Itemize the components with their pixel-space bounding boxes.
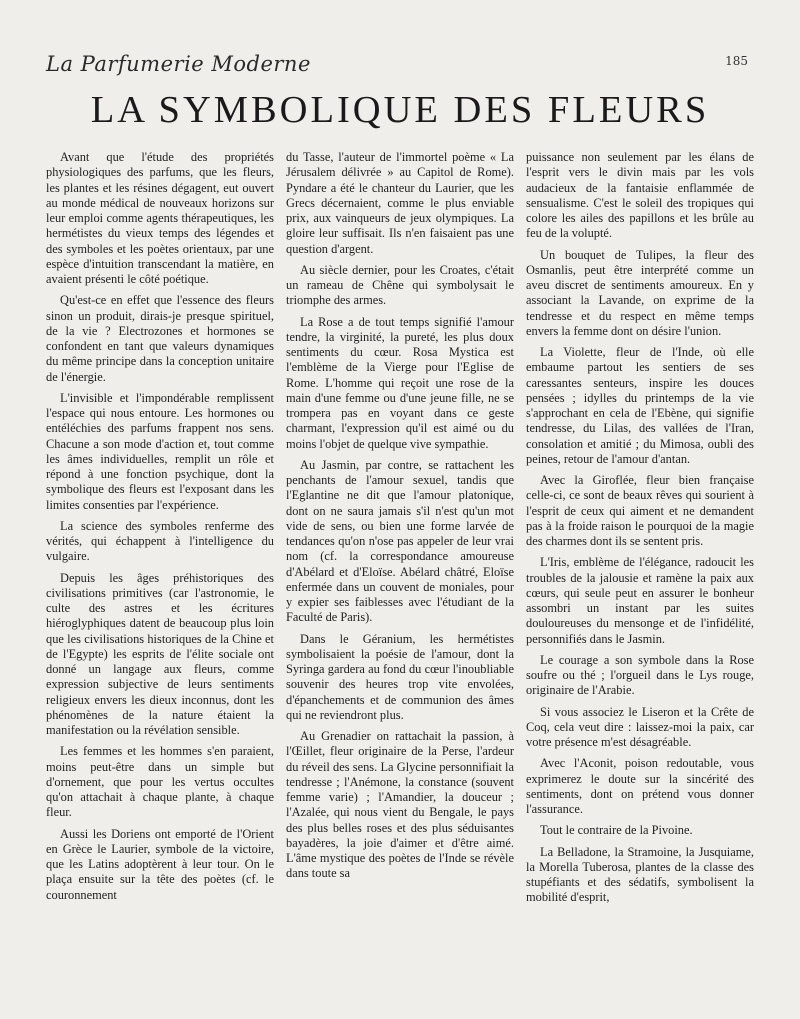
column-2 bbox=[286, 150, 514, 940]
paragraph: Aussi les Doriens ont emporté de l'Orient en Grèce le Laurier, symbole de la victoire, que les Latins adoptèrent à leur tour. On le plaça ensuite sur la tête des poètes (cf. le couronnement bbox=[46, 826, 274, 902]
paragraph: Avec l'Aconit, poison redoutable, vous exprimerez le doute sur la sincérité des sentiments, dont on prétend vous donner l'assurance. bbox=[526, 756, 754, 816]
paragraph: Depuis les âges préhistoriques des civilisations primitives (car l'astronomie, le culte des astres et les écritures hiéroglyphiques datent de beaucoup plus loin que les civilisations historiques de la Chine et de l'Egypte) les esprits de l'élite sociale ont donné un langage aux fleurs, comme expression subjective de leurs sentiments religieux envers les dieux inconnus, dont les phénomènes de la nature étaient la manifestation ou la révélation sensible. bbox=[46, 570, 274, 737]
paragraph: Qu'est-ce en effet que l'essence des fleurs sinon un produit, dirais-je presque spirituel, de la vie ? Electrozones et hormones se confondent en tant que valeurs dynamiques du même principe dans la conception unitaire de l'énergie. bbox=[46, 293, 274, 384]
article-title: LA SYMBOLIQUE DES FLEURS bbox=[90, 89, 710, 131]
paragraph: Au siècle dernier, pour les Croates, c'était un rameau de Chêne qui symbolysait le triomphe des armes. bbox=[286, 262, 514, 308]
article-body bbox=[46, 150, 754, 940]
page-header bbox=[46, 52, 748, 86]
paragraph: Un bouquet de Tulipes, la fleur des Osmanlis, peut être interprété comme un aveu discret de sentiments amoureux. En y associant la Lavande, on exprime de la tendresse et du respect en même temps envers la femme dont on désire l'union. bbox=[526, 247, 754, 338]
paragraph: Si vous associez le Liseron et la Crête de Coq, cela veut dire : laissez-moi la paix, car votre présence m'est désagréable. bbox=[526, 704, 754, 749]
paragraph: du Tasse, l'auteur de l'immortel poème « La Jérusalem délivrée » au Capitol de Rome). Pyndare a été le chanteur du Laurier, que les Grecs décernaient, comme le plus enviable prix, aux vainqueurs de jeux olympiques. La gloire leur suffisait. Ils n'en faisaient pas une question d'argent. bbox=[286, 150, 514, 256]
paragraph: Tout le contraire de la Pivoine. bbox=[540, 823, 693, 838]
paragraph: L'Iris, emblème de l'élégance, radoucit les troubles de la jalousie et ramène la paix aux cœurs, qui seule peut en assurer le bonheur assombri un instant par les suites douloureuses du mensonge et de l'infidélité, personnifiés dans le Jasmin. bbox=[526, 555, 754, 646]
page-number: 185 bbox=[725, 54, 748, 68]
paragraph: Dans le Géranium, les hermétistes symbolisaient la poésie de l'amour, dont la Syringa gardera au fond du cœur l'inoubliable souvenir des heures trop vite envolées, d'épanchements et de communion des âmes qui ne reviendront plus. bbox=[286, 631, 514, 722]
paragraph: La Belladone, la Stramoine, la Jusquiame, la Morella Tuberosa, plantes de la classe des stupéfiants et des sédatifs, symbolisent la mobilité d'esprit, bbox=[526, 844, 754, 905]
paragraph: La science des symboles renferme des vérités, qui échappent à l'intelligence du vulgaire. bbox=[46, 518, 274, 564]
paragraph: La Violette, fleur de l'Inde, où elle embaume partout les sentiers de ses caressantes senteurs, inspire les douces pensées ; idylles du printemps de la vie s'approchant en cela de l'Ebène, qui signifie tendresse, du Lilas, des vallées de l'Iran, consolation et amitié ; du Mimosa, oubli des peines, retour de l'amour d'antan. bbox=[526, 345, 754, 466]
paragraph: L'invisible et l'impondérable remplissent l'espace qui nous entoure. Les hormones ou entéléchies des parfums frappent nos sens. Chacune a son mode d'action et, tout comme les âmes individuelles, remplit un rôle et répond à une fonction psychique, dont la symbolique des fleurs est l'exposant dans les limites consenties par l'expérience. bbox=[46, 390, 274, 512]
paragraph: Au Grenadier on rattachait la passion, à l'Œillet, fleur originaire de la Perse, l'ardeur du réveil des sens. La Glycine personnifiait la tendresse ; l'Anémone, la constance (souvent femme varie) ; l'Amandier, la douceur ; l'Azalée, qui nous vient du Bengale, le pays des plus belles roses et des plus séduisantes bayadères, la joie d'aimer et d'être aimé. L'âme mystique des poètes de l'Inde se révèle dans toute sa bbox=[286, 729, 514, 881]
paragraph: Avant que l'étude des propriétés physiologiques des parfums, que les fleurs, les plantes et les résines dégagent, eut ouvert au monde médical de nouveaux horizons sur leur emploi comme agents thérapeutiques, les hermétistes du vieux temps des légendes et des symboles et les poètes orientaux, par une espèce d'intuition transcendant la matière, en avaient présenti le côté poétique. bbox=[46, 150, 274, 286]
paragraph: Avec la Giroflée, fleur bien française celle-ci, ce sont de beaux rêves qui sourient à l'esprit de ceux qui aiment et ne demandent pas à la froide raison le pourquoi de la magie des charmes dont ils se sentent pris. bbox=[526, 473, 754, 548]
column-1 bbox=[46, 150, 274, 940]
column-3 bbox=[526, 150, 754, 940]
running-title: La Parfumerie Moderne bbox=[46, 52, 311, 76]
paragraph: Le courage a son symbole dans la Rose soufre ou thé ; l'orgueil dans le Lys rouge, originaire de l'Arabie. bbox=[526, 652, 754, 698]
paragraph: puissance non seulement par les élans de l'esprit vers le divin mais par les vols audacieux de la fantaisie enflammée de sensualisme. C'est le soleil des tropiques qui colore les ailes des papillons et les brûle au feu de la volupté. bbox=[526, 150, 754, 241]
paragraph: Au Jasmin, par contre, se rattachent les penchants de l'amour sexuel, tandis que l'Eglantine ne dit que l'amour platonique, dont on ne saura jamais s'il n'est qu'un mot vide de sens, ou bien une forme larvée de tendances qu'on n'ose pas appeler de leur vrai nom (cf. la correspondance amoureuse d'Abélard et d'Eloïse. Abélard châtré, Eloïse enfermée dans un couvent de moniales, pour y expier ses faiblesses avec l'étudiant de la Faculté de Paris). bbox=[286, 457, 514, 625]
paragraph: La Rose a de tout temps signifié l'amour tendre, la virginité, la pureté, les plus doux sentiments du cœur. Rosa Mystica est l'emblème de la Vierge pour l'Eglise de Rome. L'homme qui reçoit une rose de la main d'une femme ou d'une jeune fille, ne se trompera pas en voyant dans ce geste charmant, l'expression qu'il est aimé ou du moins l'objet de quelque vive sympathie. bbox=[286, 314, 514, 451]
paragraph: Les femmes et les hommes s'en paraient, moins peut-être dans un simple but d'ornement, que pour les vertus occultes qu'on attachait à chaque plante, à chaque fleur. bbox=[46, 744, 274, 820]
